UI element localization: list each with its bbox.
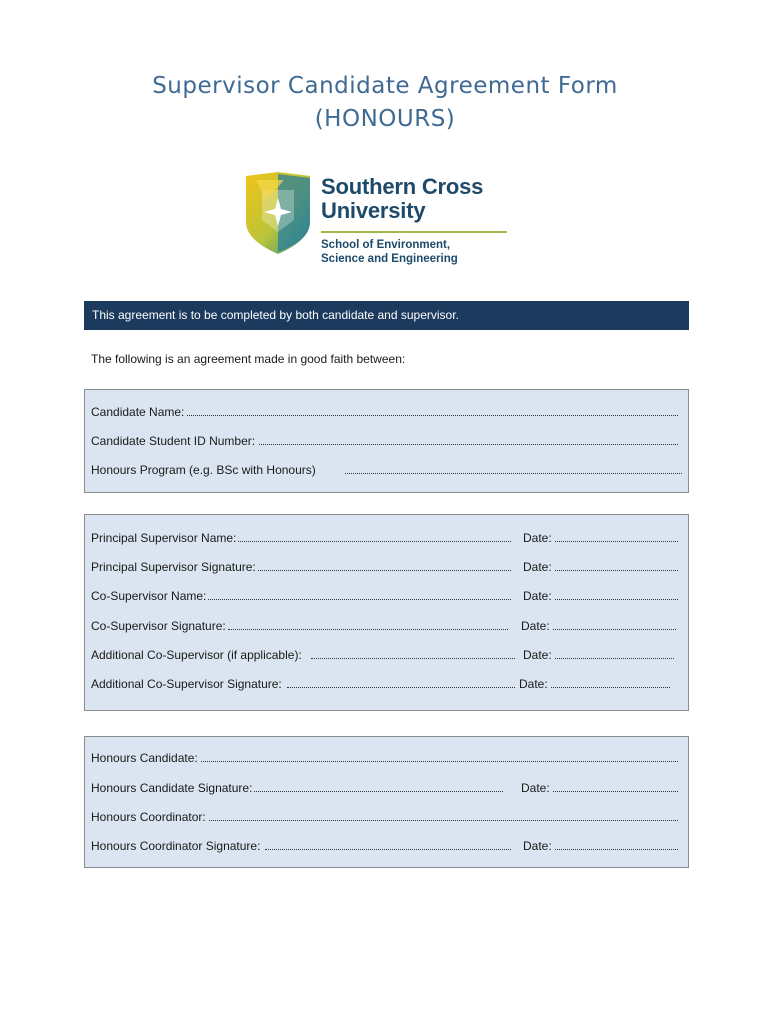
form-subtitle: (HONOURS) (314, 106, 456, 132)
principal-signature-date-field[interactable] (553, 570, 678, 571)
co-supervisor-name-date-field[interactable] (553, 599, 678, 600)
honours-candidate-signature-field[interactable] (253, 791, 503, 792)
principal-signature-field[interactable] (256, 570, 511, 571)
candidate-details-box (84, 389, 689, 493)
additional-co-supervisor-field[interactable] (311, 658, 515, 659)
honours-candidate-row (91, 750, 678, 766)
principal-signature-row (91, 559, 678, 575)
honours-program-row (91, 462, 678, 478)
principal-name-label: Principal Supervisor Name: (91, 531, 237, 545)
supervisor-box (84, 514, 689, 711)
honours-coordinator-signature-label: Honours Coordinator Signature: (91, 839, 261, 853)
honours-coordinator-signature-row (91, 838, 678, 854)
co-supervisor-name-field[interactable] (207, 599, 511, 600)
honours-candidate-date-label: Date: (521, 781, 550, 795)
honours-program-field[interactable] (345, 473, 682, 474)
honours-coordinator-date-label: Date: (523, 839, 552, 853)
principal-name-date-label: Date: (523, 531, 552, 545)
additional-signature-row (91, 676, 678, 692)
honours-coordinator-label: Honours Coordinator: (91, 810, 206, 824)
principal-signature-date-label: Date: (523, 560, 552, 574)
additional-co-supervisor-label: Additional Co-Supervisor (if applicable): (91, 648, 302, 662)
student-id-row (91, 433, 678, 449)
university-name-line2: University (321, 198, 426, 223)
honours-candidate-signature-label: Honours Candidate Signature: (91, 781, 253, 795)
candidate-name-field[interactable] (181, 415, 678, 416)
honours-coordinator-row (91, 809, 678, 825)
co-supervisor-signature-row (91, 618, 678, 634)
university-logo (244, 170, 514, 270)
school-name-line1: School of Environment, (321, 239, 451, 251)
co-supervisor-signature-date-label: Date: (521, 619, 550, 633)
student-id-label: Candidate Student ID Number: (91, 434, 256, 448)
honours-coordinator-signature-field[interactable] (265, 849, 511, 850)
logo-divider (321, 231, 507, 233)
honours-coordinator-date-field[interactable] (553, 849, 678, 850)
co-supervisor-signature-date-field[interactable] (551, 629, 676, 630)
principal-name-row (91, 530, 678, 546)
honours-candidate-label: Honours Candidate: (91, 751, 198, 765)
additional-signature-date-field[interactable] (549, 687, 670, 688)
additional-co-supervisor-date-label: Date: (523, 648, 552, 662)
form-title: Supervisor Candidate Agreement Form (152, 73, 618, 99)
school-name-line2: Science and Engineering (321, 253, 458, 265)
co-supervisor-signature-field[interactable] (228, 629, 508, 630)
candidate-name-row (91, 404, 678, 420)
additional-signature-field[interactable] (287, 687, 515, 688)
instruction-banner: This agreement is to be completed by both candidate and supervisor. (84, 301, 689, 330)
candidate-name-label: Candidate Name: (91, 405, 185, 419)
additional-co-supervisor-date-field[interactable] (553, 658, 674, 659)
co-supervisor-name-row (91, 588, 678, 604)
honours-program-label: Honours Program (e.g. BSc with Honours) (91, 463, 316, 477)
honours-box (84, 736, 689, 868)
co-supervisor-signature-label: Co-Supervisor Signature: (91, 619, 226, 633)
intro-text: The following is an agreement made in good faith between: (91, 352, 406, 366)
principal-name-field[interactable] (236, 541, 511, 542)
principal-signature-label: Principal Supervisor Signature: (91, 560, 256, 574)
co-supervisor-name-date-label: Date: (523, 589, 552, 603)
honours-candidate-date-field[interactable] (551, 791, 678, 792)
additional-signature-date-label: Date: (519, 677, 548, 691)
additional-signature-label: Additional Co-Supervisor Signature: (91, 677, 282, 691)
co-supervisor-name-label: Co-Supervisor Name: (91, 589, 207, 603)
additional-co-supervisor-row (91, 647, 678, 663)
shield-logo-icon (244, 170, 312, 256)
university-name-line1: Southern Cross (321, 174, 484, 199)
principal-name-date-field[interactable] (553, 541, 678, 542)
honours-candidate-field[interactable] (199, 761, 678, 762)
honours-candidate-signature-row (91, 780, 678, 796)
student-id-field[interactable] (259, 444, 678, 445)
honours-coordinator-field[interactable] (209, 820, 678, 821)
